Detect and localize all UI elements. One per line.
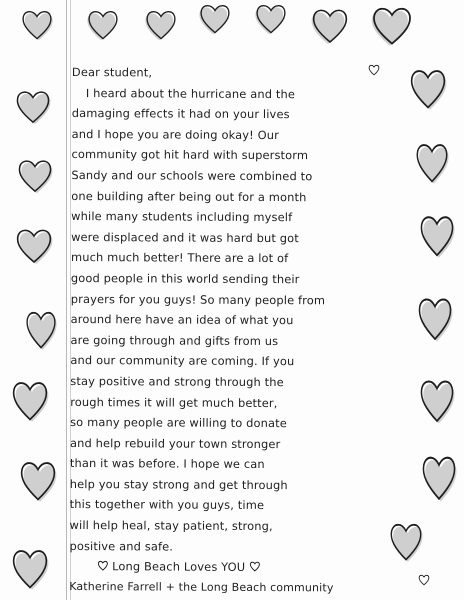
letter-line: much much better! There are a lot of [70,250,289,266]
heart-icon [254,2,288,36]
margin-line [66,0,67,600]
letter-line: so many people are willing to donate [70,415,287,431]
heart-icon [249,561,260,572]
heart-icon [310,6,350,46]
letter-line: than it was before. I hope we can [69,456,265,472]
letter-line: and I hope you are doing okay! Our [71,126,280,142]
letter-line: I heard about the hurricane and the [85,85,296,101]
letter-line: around here have an idea of what you [70,312,294,328]
heart-icon [198,2,232,36]
letter-line: prayers for you guys! So many people from [70,291,326,307]
heart-icon [10,378,50,424]
heart-icon [97,560,108,571]
letter-line: damaging effects it had on your lives [71,106,290,122]
letter-line: help you stay strong and get through [69,476,288,493]
heart-icon [420,452,458,504]
letter-line: this together with you guys, time [69,497,265,513]
heart-icon [418,212,456,260]
closing-text: Long Beach Loves YOU [112,559,246,575]
heart-icon [370,4,414,48]
heart-icon [10,546,50,592]
letter-line: while many students including myself [71,209,293,225]
letter-line: will help heal, stay patient, strong, [69,518,273,534]
heart-icon [18,458,58,504]
heart-icon [16,156,54,196]
letter-line: stay positive and strong through the [70,373,284,390]
letter-line: rough times it will get much better, [70,394,278,410]
letter-line: Sandy and our schools were combined to [71,167,313,184]
heart-icon [14,88,52,126]
heart-icon [14,226,54,266]
heart-icon [144,8,178,42]
heart-icon [414,140,450,186]
letter-greeting: Dear student, [71,64,153,80]
letter-closing [69,556,399,578]
letter-line: are going through and gifts from us [70,332,279,348]
letter-line: were displaced and it was hard but got [71,229,299,245]
letter-line: good people in this world sending their [70,270,300,287]
heart-icon [418,574,430,586]
heart-icon [24,308,58,352]
letter-body [69,62,402,599]
heart-icon [408,66,448,112]
heart-icon [86,8,120,42]
letter-line: and help rebuild your town stronger [69,435,281,451]
heart-icon [418,376,456,426]
letter-line: positive and safe. [69,538,174,554]
letter-line: one building after being out for a month [71,188,307,204]
letter-signature: Katherine Farrell + the Long Beach community [69,579,334,595]
heart-icon [20,8,54,42]
heart-icon [416,294,454,344]
letter-line: and our community are coming. If you [70,353,295,369]
letter-line: community got hit hard with superstorm [71,147,309,163]
